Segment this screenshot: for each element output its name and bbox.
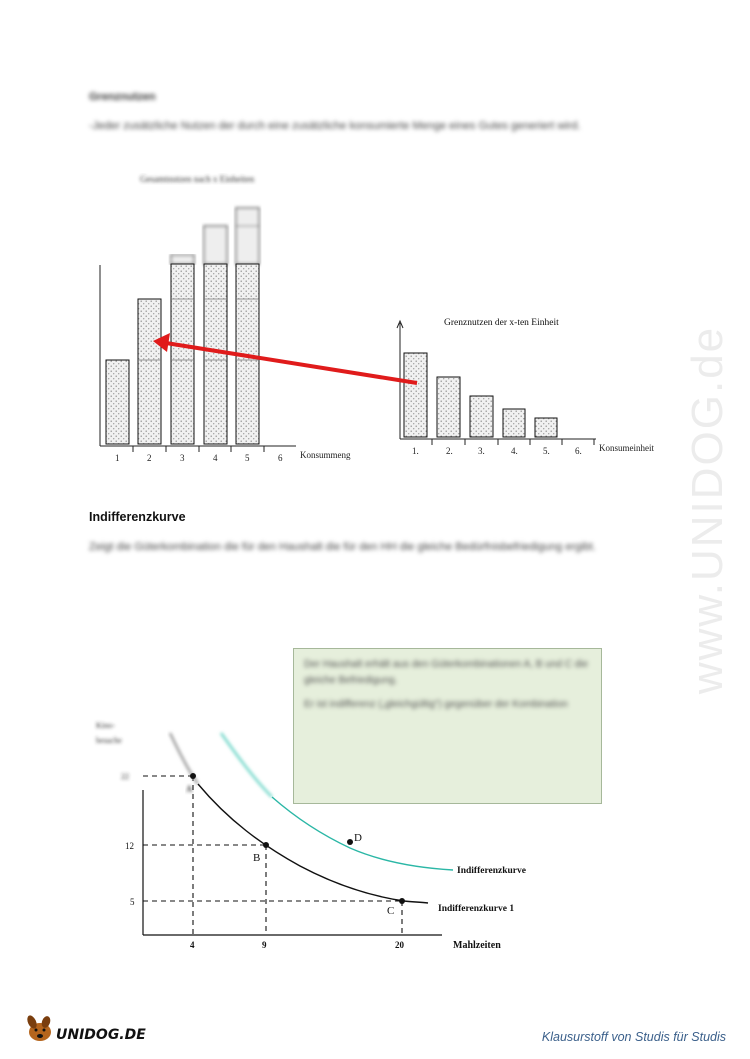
x-tick-20: 20 — [395, 940, 404, 950]
chart2-bar-1 — [404, 353, 427, 437]
y-tick-5: 5 — [130, 897, 135, 907]
chart1-bar-1 — [106, 360, 129, 444]
point-b — [263, 842, 269, 848]
x-tick-9: 9 — [262, 940, 267, 950]
y-tick-12: 12 — [125, 841, 134, 851]
chart2-xlabel-1: 1. — [412, 446, 419, 456]
point-d — [347, 839, 353, 845]
chart2-xlabel-4: 4. — [511, 446, 518, 456]
footer-tagline: Klausurstoff von Studis für Studis — [541, 1030, 726, 1044]
chart2-xlabel-2: 2. — [446, 446, 453, 456]
chart2-xlabel-6: 6. — [575, 446, 582, 456]
chart1-axis-label: Konsummeng — [300, 450, 351, 460]
label-b: B — [253, 852, 261, 864]
chart2-bar-3 — [470, 396, 493, 437]
indifferenzkurve-2 — [272, 797, 453, 870]
section-heading-grenznutzen: Grenznutzen — [89, 91, 156, 103]
label-a: A — [186, 784, 193, 794]
svg-text:22: 22 — [121, 772, 129, 781]
chart-gesamtnutzen — [100, 174, 351, 463]
chart2-xlabel-3: 3. — [478, 446, 485, 456]
chart1-title: Gesamtnutzen nach x Einheiten — [140, 174, 255, 184]
chart1-bar-2 — [138, 299, 161, 444]
chart2-title: Grenznutzen der x-ten Einheit — [444, 318, 559, 328]
chart2-bar-5 — [535, 418, 557, 437]
watermark-text: www.UNIDOG.de — [683, 325, 732, 695]
section-text-grenznutzen: -Jeder zusätzliche Nutzen der durch eine zusätzliche konsumierte Menge eines Gutes generiert wird. — [89, 120, 581, 132]
unidog-logo[interactable] — [24, 1010, 164, 1046]
chart2-bar-2 — [437, 377, 460, 437]
chart2-xlabel-5: 5. — [543, 446, 550, 456]
chart2-axis-label: Konsumeinheit — [599, 443, 654, 453]
note-line-1: Der Haushalt erhält aus den Güterkombinationen A, B und C die gleiche Befriedigung. — [304, 659, 589, 686]
chart2-bar-4 — [503, 409, 525, 437]
dog-logo-icon — [24, 1010, 164, 1046]
label-c: C — [387, 905, 395, 917]
chart1-xlabel-2: 2 — [147, 453, 152, 463]
point-a — [190, 773, 196, 779]
section-text-indifferenzkurve: Zeigt die Güterkombination die für den Haushalt die für den HH die gleiche Bedürfnisbefriedigung ergibt. — [89, 541, 596, 553]
chart1-xlabel-4: 4 — [213, 453, 218, 463]
logo-text: UNIDOG.DE — [56, 1027, 146, 1043]
chart1-xlabel-1: 1 — [115, 453, 120, 463]
svg-text:besuche: besuche — [96, 736, 122, 745]
point-c — [399, 898, 405, 904]
curve-label-2: Indifferenzkurve — [457, 866, 526, 876]
chart1-xlabel-6: 6 — [278, 453, 283, 463]
section-heading-indifferenzkurve: Indifferenzkurve — [89, 510, 186, 524]
svg-text:Kino-: Kino- — [96, 721, 115, 730]
note-box — [293, 648, 602, 804]
chart1-bar-3 — [171, 264, 194, 444]
chart1-xlabel-5: 5 — [245, 453, 250, 463]
chart1-xlabel-3: 3 — [180, 453, 185, 463]
chart-grenznutzen — [397, 318, 654, 456]
curve-label-1: Indifferenzkurve 1 — [438, 904, 515, 914]
note-line-2: Er ist indifferenz („gleichgültig“) gegenüber der Kombination — [304, 699, 568, 710]
x-tick-4: 4 — [190, 940, 195, 950]
label-d: D — [354, 832, 362, 844]
x-axis-label-mahlzeiten: Mahlzeiten — [453, 940, 501, 951]
